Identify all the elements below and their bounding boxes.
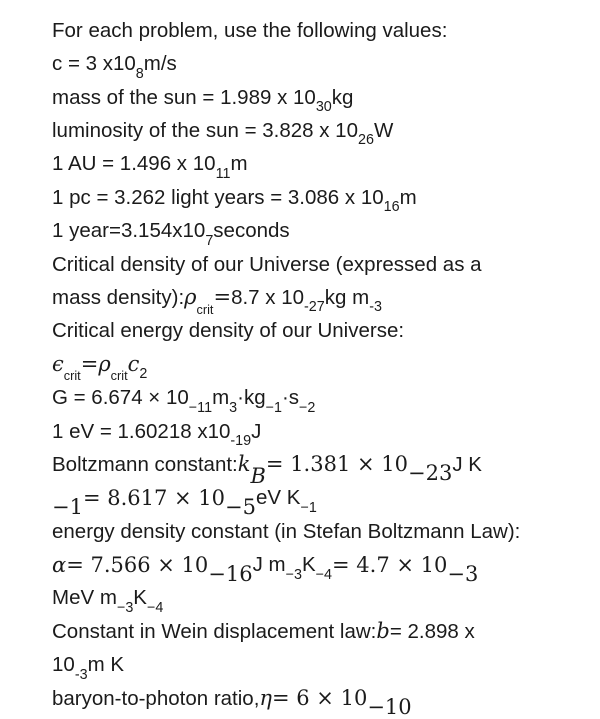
sun-lum-text: luminosity of the sun = 3.828 x 10 bbox=[52, 119, 358, 142]
alpha-unit-k: K bbox=[301, 553, 316, 577]
parsec-line: 1 pc = 3.262 light years = 3.086 x 10 $^{16}$ m bbox=[52, 185, 417, 216]
boltzmann-unit: J K bbox=[452, 452, 482, 476]
baryon-label: baryon-to-photon ratio, bbox=[52, 686, 260, 710]
ev-text: 1 eV = 1.60218 x10 bbox=[52, 419, 231, 443]
year-unit: seconds bbox=[213, 219, 290, 243]
au-line: 1 AU = 1.496 x 10 $^{11}$ m bbox=[52, 152, 248, 182]
alpha-mev-value: = 4.7 × 10 bbox=[332, 552, 448, 577]
b-symbol: b bbox=[376, 619, 390, 644]
sun-lum-unit: W bbox=[373, 119, 394, 142]
wien-value: = 2.898 x bbox=[389, 619, 475, 643]
c-symbol: c bbox=[127, 352, 140, 377]
wien-label: Constant in Wein displacement law: bbox=[52, 619, 377, 643]
intro-line bbox=[52, 12, 592, 45]
boltzmann-ev-unit: eV K bbox=[256, 486, 301, 510]
boltzmann-value: = 1.381 × 10 bbox=[265, 452, 408, 477]
stefan-label: energy density constant (in Stefan Boltzmann Law): bbox=[52, 519, 521, 543]
wien-base: 10 bbox=[52, 653, 75, 677]
mass-density-text: mass density): bbox=[52, 285, 185, 309]
pc-unit: m bbox=[399, 185, 417, 209]
epsilon-symbol: ϵ bbox=[52, 352, 64, 377]
ev-unit: J bbox=[251, 419, 262, 443]
equals-sign: = bbox=[80, 352, 99, 377]
alpha-value: = 7.566 × 10 bbox=[66, 552, 209, 577]
sun-mass-line: mass of the sun = 1.989 x 10 $^{30}$ kg bbox=[52, 85, 354, 116]
baryon-ratio-line: baryon-to-photon ratio, η = 6 × 10 $^{-10}$ bbox=[52, 686, 412, 719]
wien-line-1 bbox=[52, 613, 592, 646]
alpha-mev-unit-k: K bbox=[133, 586, 147, 610]
g-text: G = 6.674 × 10 bbox=[52, 386, 189, 410]
intro-text: For each problem, use the following values: bbox=[52, 18, 448, 42]
electron-volt-line: 1 eV = 1.60218 x10 $^{-19}$ J bbox=[52, 419, 262, 449]
g-unit-kg: ·kg bbox=[237, 386, 266, 410]
alpha-symbol: α bbox=[52, 552, 67, 577]
sun-mass-unit: kg bbox=[331, 85, 354, 109]
critical-density-value: 8.7 x 10 bbox=[231, 285, 305, 309]
sun-luminosity-line: luminosity of the sun = 3.828 x 10 $^{26}$ W bbox=[52, 119, 394, 149]
g-unit-s: ·s bbox=[281, 386, 300, 410]
boltzmann-label: Boltzmann constant: bbox=[52, 452, 238, 476]
alpha-mev-unit: MeV m bbox=[52, 586, 117, 610]
boltzmann-line-2: $^{-1}$ = 8.617 × 10 $^{-5}$ eV K $^{-1}$ bbox=[52, 485, 317, 519]
g-unit-m: m bbox=[212, 386, 230, 410]
speed-of-light-line: c = 3 x10 $^8$ m/s bbox=[52, 52, 177, 82]
rho-symbol: ρ bbox=[184, 285, 197, 310]
stefan-label-line bbox=[52, 513, 592, 546]
critical-density-label: Critical density of our Universe (expressed as a bbox=[52, 252, 482, 276]
critical-energy-label-line bbox=[52, 313, 592, 346]
alpha-unit-m: J m bbox=[252, 553, 286, 577]
c-text: c = 3 x10 bbox=[52, 52, 136, 76]
pc-text: 1 pc = 3.262 light years = 3.086 x 10 bbox=[52, 185, 384, 209]
constants-list bbox=[52, 12, 592, 719]
equals-sign: = bbox=[213, 285, 232, 310]
rho-symbol: ρ bbox=[98, 352, 111, 377]
wien-line-2: 10 $^{-3}$ m K bbox=[52, 653, 125, 683]
boltzmann-line-1: Boltzmann constant: k B = 1.381 × 10 $^{-23}$ J K bbox=[52, 452, 482, 489]
critical-density-unit: kg m bbox=[324, 285, 370, 309]
eta-symbol: η bbox=[259, 686, 272, 711]
alpha-line-1: α = 7.566 × 10 $^{-16}$ J m $^{-3}$ K $^{-4}$ = 4.7 × 10 $^{-3}$ bbox=[52, 552, 479, 586]
year-line: 1 year=3.154x10 $^7$ seconds bbox=[52, 219, 290, 249]
wien-unit: m K bbox=[87, 653, 125, 677]
gravitational-constant-line: G = 6.674 × 10 $^{-11}$ m $^3$ ·kg $^{-1}$ ·s $^{-2}$ bbox=[52, 386, 316, 416]
au-text: 1 AU = 1.496 x 10 bbox=[52, 152, 216, 176]
c-unit: m/s bbox=[143, 52, 177, 76]
boltzmann-ev-value: = 8.617 × 10 bbox=[82, 485, 226, 510]
alpha-line-2: MeV m $^{-3}$ K $^{-4}$ bbox=[52, 586, 164, 616]
k-symbol: k bbox=[237, 452, 251, 477]
sun-mass-text: mass of the sun = 1.989 x 10 bbox=[52, 85, 316, 109]
year-text: 1 year=3.154x10 bbox=[52, 219, 206, 243]
au-unit: m bbox=[230, 152, 248, 176]
critical-density-line-1 bbox=[52, 246, 592, 279]
baryon-value: = 6 × 10 bbox=[272, 686, 368, 711]
critical-density-line-2: mass density): ρ crit = 8.7 x 10 $^{-27}$ kg m $^{-3}$ bbox=[52, 285, 382, 317]
critical-energy-label: Critical energy density of our Universe: bbox=[52, 319, 405, 343]
critical-energy-formula-line: ϵ crit = ρ crit c $^2$ bbox=[52, 352, 148, 384]
